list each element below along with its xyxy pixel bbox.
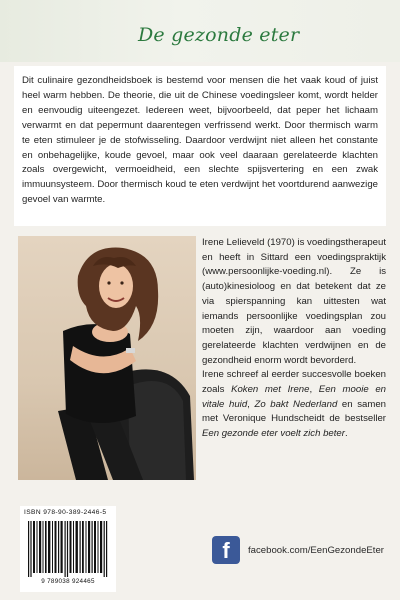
barcode-bars <box>28 521 108 577</box>
bio-paragraph-2 <box>202 368 386 442</box>
page-title: De gezonde eter <box>138 24 300 46</box>
barcode-digits: 9 789038 924465 <box>41 578 95 585</box>
facebook-icon[interactable]: f <box>212 536 240 564</box>
book-title: Koken met Irene <box>231 384 310 396</box>
barcode-block <box>20 506 116 592</box>
intro-text-box <box>14 66 386 226</box>
facebook-link[interactable]: facebook.com/EenGezondeEter <box>248 545 384 556</box>
bio-lead: Irene schreef al eerder succesvolle boeken zoals <box>202 369 386 396</box>
bio-separator: , <box>247 398 255 410</box>
book-title: Een mooie en vitale huid <box>202 384 386 410</box>
book-title: Een gezonde eter voelt zich beter <box>202 428 345 440</box>
book-title: Zo bakt Nederland <box>254 398 338 410</box>
bio-separator: , <box>309 384 319 396</box>
author-photo <box>18 236 196 480</box>
bio-end: . <box>344 428 348 440</box>
bio-mid: en samen met Veronique Hundscheidt de bestseller <box>202 398 386 425</box>
isbn-label: ISBN 978-90-389-2446-5 <box>24 509 107 516</box>
bio-paragraph-1: Irene Lelieveld (1970) is voedingstherapeut en heeft in Sittard een voedingspraktijk (www.persoonlijke-voeding.nl). Ze is (auto)kinesioloog en dat betekent dat ze via spierspanning kan uittesten wat iemands persoonlijke voedingsplan zou moeten zijn, waardoor aan voeding gerelateerde klachten verdwijnen en de gezondheid enorm wordt bevorderd. <box>202 237 387 366</box>
author-photo-illustration <box>18 236 196 480</box>
author-bio <box>202 236 386 486</box>
intro-paragraph: Dit culinaire gezondheidsboek is bestemd voor mensen die het vaak koud of juist heel warm hebben. De theorie, die uit de Chinese voedingsleer komt, wordt helder en eenvoudig uiteengezet. Iedereen weet, bijvoorbeeld, dat peper het lichaam verwarmt en dat pepermunt daarentegen verfrissend werkt. Door thermisch warm te eten stimuleer je de stofwisseling. Daardoor verdwijnt niet alleen het constante en onbehagelijke, koude gevoel, maar ook veel daaraan gerelateerde klachten zoals overgewicht, vermoeidheid, een slechte spijsvertering en een zwak immuunsysteem. Door thermisch koud te eten verdwijnt het voortdurend aanwezige gevoel van warmte. <box>22 75 378 206</box>
